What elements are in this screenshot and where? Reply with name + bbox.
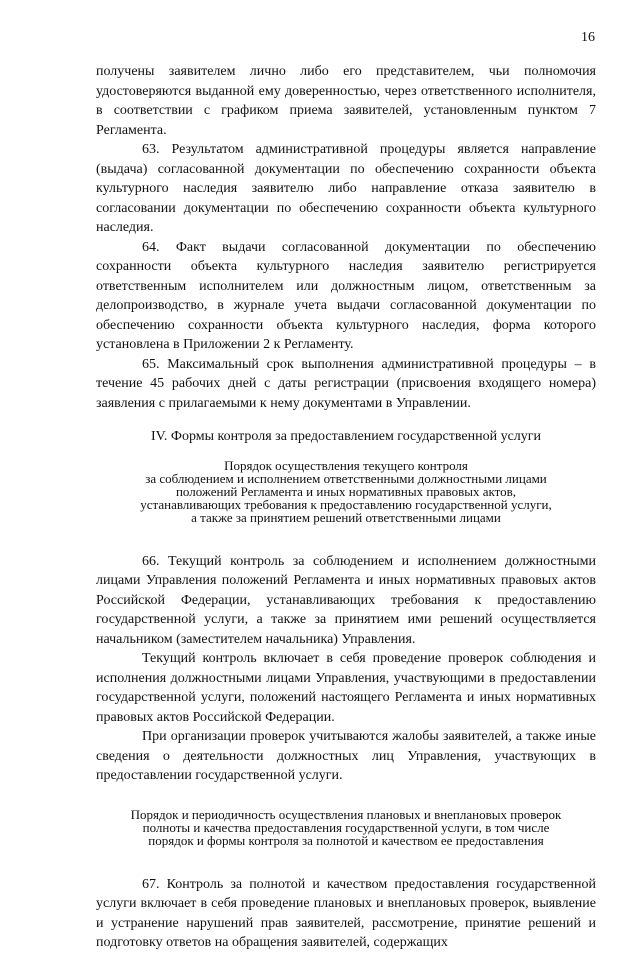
spacer (96, 538, 596, 552)
subheading-line: Порядок осуществления текущего контроля (224, 457, 468, 473)
subheading-line: порядок и формы контроля за полнотой и качеством ее предоставления (148, 832, 544, 848)
paragraph-continued: получены заявителем лично либо его представителем, чьи полномочия удостоверяются выданной ему доверенностью, через ответственного исполнителя, в соответствии с графиком приема заявителей, установленным пунктом 7 Регламента. (96, 64, 596, 138)
subheading-line: а также за принятием решений ответственными лицами (191, 509, 501, 525)
subheading-current-control (96, 459, 596, 524)
paragraph-current-control: Текущий контроль включает в себя проведение проверок соблюдения и исполнения должностными лицами Управления, участвующими в предоставлении государственной услуги, положений настоящего Регламента и иных нормативных правовых актов Российской Федерации. (96, 651, 596, 725)
paragraph-65: 65. Максимальный срок выполнения административной процедуры – в течение 45 рабочих дней с даты регистрации (присвоения входящего номера) заявления с прилагаемыми к нему документами в Управлении. (96, 356, 596, 411)
page-number: 16 (581, 30, 595, 45)
spacer (96, 786, 596, 808)
subheading-line: полноты и качества предоставления государственной услуги, в том числе (142, 819, 550, 835)
spacer (96, 861, 596, 875)
subheading-line: за соблюдением и исполнением ответственными должностными лицами (145, 470, 547, 486)
document-body (96, 62, 596, 953)
subheading-inspections (96, 808, 596, 847)
subheading-line: положений Регламента и иных нормативных правовых актов, (175, 483, 517, 499)
section-title: IV. Формы контроля за предоставлением государственной услуги (150, 429, 542, 444)
paragraph-inspections: При организации проверок учитываются жалобы заявителей, а также иные сведения о деятельности должностных лиц Управления, участвующих в предоставлении государственной услуги. (96, 729, 596, 783)
subheading-line: Порядок и периодичность осуществления плановых и внеплановых проверок (130, 806, 562, 822)
paragraph-63: 63. Результатом административной процедуры является направление (выдача) согласованной документации по обеспечению сохранности объекта культурного наследия заявителю либо направление отказа заявителю в согласовании документации по обеспечению сохранности объекта культурного наследия. (96, 142, 596, 235)
paragraph-66: 66. Текущий контроль за соблюдением и исполнением должностными лицами Управления положений Регламента и иных нормативных правовых актов Российской Федерации, устанавливающих требования к предоставлению государственной услуги, а также за принятием ими решений осуществляется начальником (заместителем начальника) Управления. (96, 553, 596, 647)
paragraph-67: 67. Контроль за полнотой и качеством предоставления государственной услуги включает в себя проведение плановых и внеплановых проверок, выявление и устранение нарушений прав заявителей, рассмотрение, принятие решений и подготовку ответов на обращения заявителей, содержащих (96, 876, 596, 950)
paragraph-64: 64. Факт выдачи согласованной документации по обеспечению сохранности объекта культурного наследия заявителю регистрируется ответственным исполнителем или должностным лицом, ответственным за делопроизводство, в журнале учета выдачи согласованной документации по обеспечению сохранности объекта культурного наследия, форма которого установлена в Приложении 2 к Регламенту. (96, 239, 596, 352)
subheading-line: устанавливающих требования к предоставлению государственной услуги, (140, 496, 552, 512)
